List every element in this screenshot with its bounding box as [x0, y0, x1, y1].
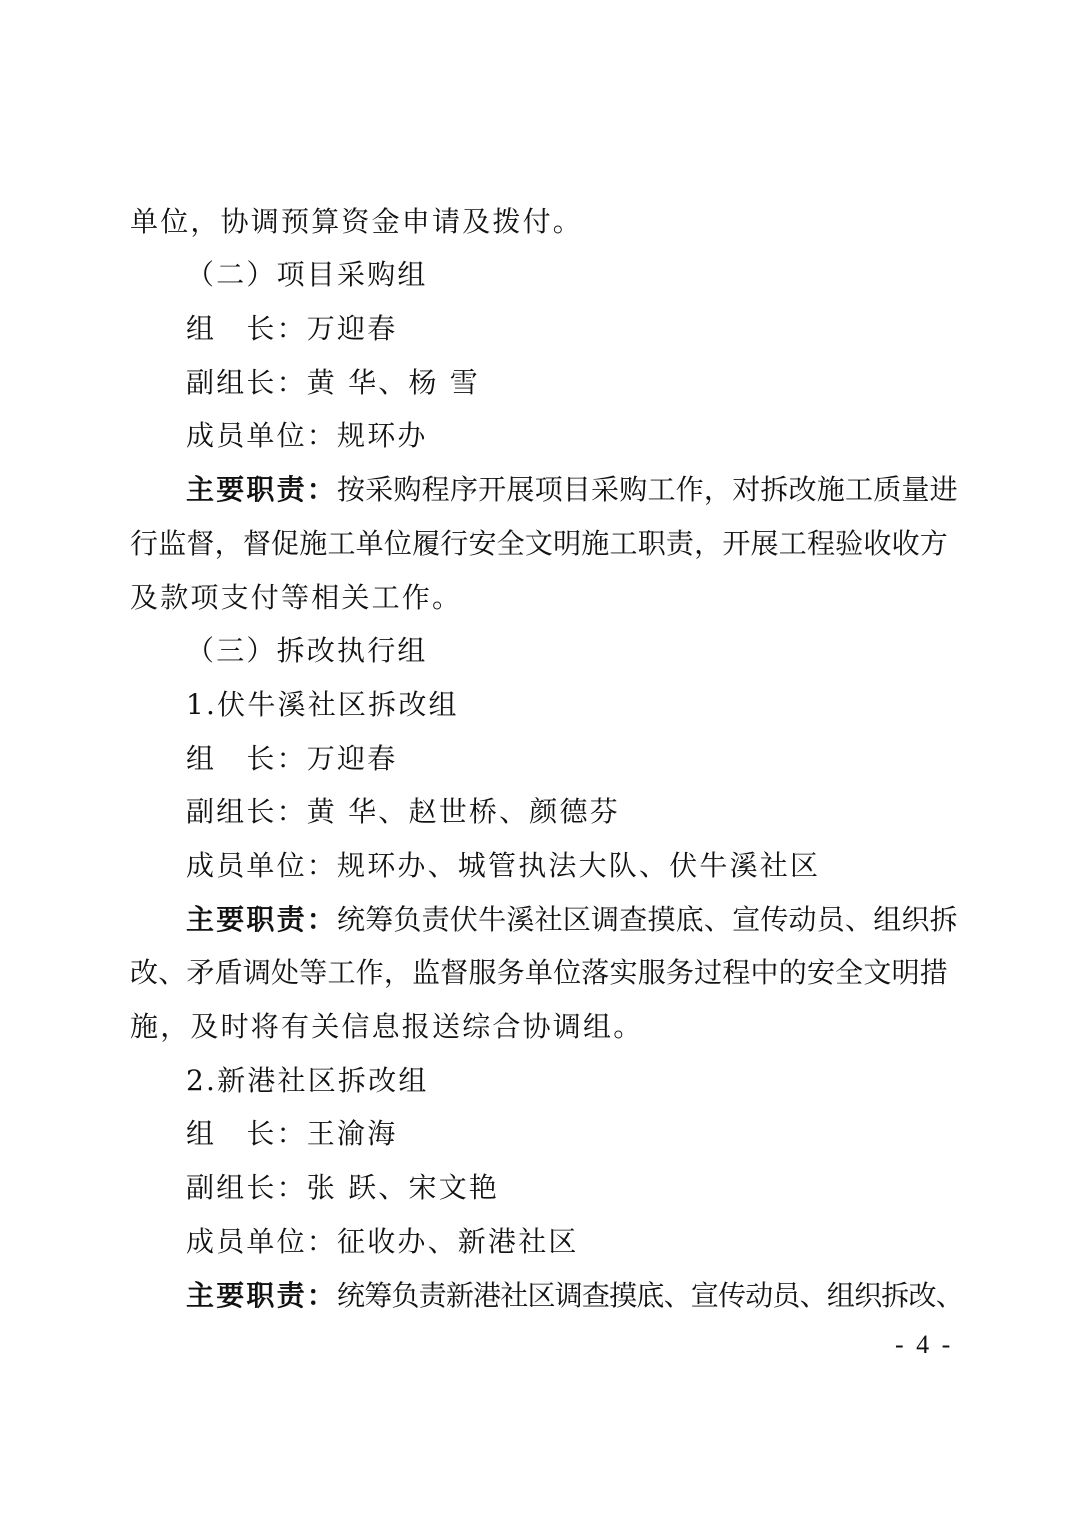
- section-heading: （三）拆改执行组: [186, 634, 428, 667]
- text-line: 施，及时将有关信息报送综合协调组。: [130, 1010, 644, 1043]
- text-line: 单位，协调预算资金申请及拨付。: [130, 205, 584, 238]
- text-line: 组 长：万迎春: [186, 312, 398, 345]
- duty-paragraph-line: 主要职责：按采购程序开展项目采购工作，对拆改施工质量进: [186, 473, 958, 506]
- text-line: 及款项支付等相关工作。: [130, 581, 463, 614]
- subsection-heading: 2.新港社区拆改组: [186, 1064, 429, 1097]
- text-line: 成员单位：规环办: [186, 419, 428, 452]
- duty-label: 主要职责：: [186, 1279, 338, 1312]
- page-number: - 4 -: [895, 1330, 954, 1359]
- section-heading: （二）项目采购组: [186, 258, 428, 291]
- text-line: 副组长：张 跃、宋文艳: [186, 1171, 500, 1204]
- text-line: 组 长：万迎春: [186, 742, 398, 775]
- duty-paragraph-line: 主要职责：统筹负责伏牛溪社区调查摸底、宣传动员、组织拆: [186, 903, 958, 936]
- text-line: 成员单位：征收办、新港社区: [186, 1225, 579, 1258]
- subsection-heading: 1.伏牛溪社区拆改组: [186, 688, 459, 721]
- text-line: 副组长：黄 华、赵世桥、颜德芬: [186, 795, 620, 828]
- duty-label: 主要职责：: [186, 473, 338, 506]
- text-line: 组 长：王渝海: [186, 1117, 398, 1150]
- duty-label: 主要职责：: [186, 903, 338, 936]
- text-line: 副组长：黄 华、杨 雪: [186, 366, 481, 399]
- duty-paragraph-line: 主要职责：统筹负责新港社区调查摸底、宣传动员、组织拆改、: [186, 1279, 963, 1312]
- text-line: 成员单位：规环办、城管执法大队、伏牛溪社区: [186, 849, 821, 882]
- text-line: 改、矛盾调处等工作，监督服务单位落实服务过程中的安全文明措: [130, 956, 948, 989]
- text-line: 行监督，督促施工单位履行安全文明施工职责，开展工程验收收方: [130, 527, 948, 560]
